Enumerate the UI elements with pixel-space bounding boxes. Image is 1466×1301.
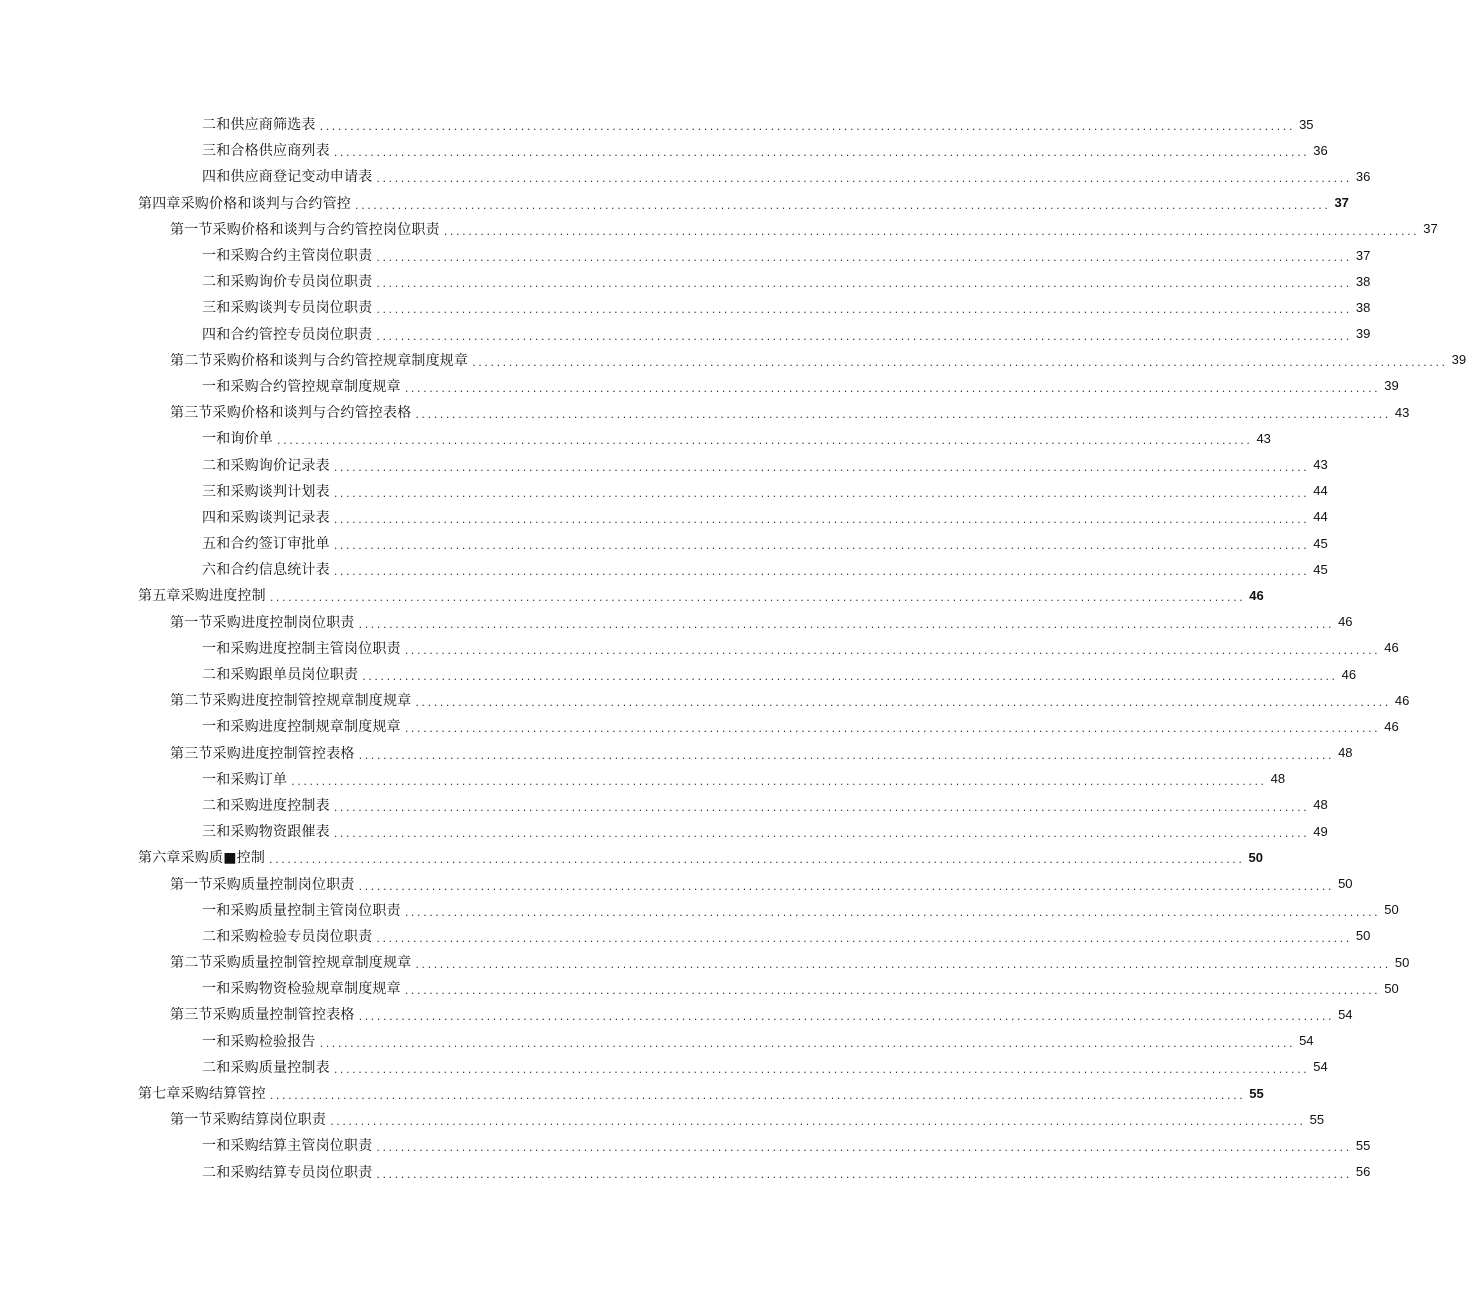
toc-dot-leader: ................................................................................................................................................................ [376,303,1352,317]
toc-page-number: 46 [1249,587,1264,603]
toc-dot-leader: ................................................................................................................................................................ [269,591,1246,605]
toc-entry-title: 二和采购进度控制表 [202,797,330,814]
toc-section-entry[interactable] [0,399,1410,425]
toc-dot-leader: ................................................................................................................................................................ [415,408,1391,422]
toc-subsection-entry[interactable] [0,478,1328,504]
toc-entry-title: 一和采购进度控制主管岗位职责 [202,640,401,657]
toc-subsection-entry[interactable] [0,321,1371,347]
toc-page-number: 37 [1423,221,1438,237]
toc-subsection-entry[interactable] [0,556,1328,582]
toc-entry-title: 第四章采购价格和谈判与合约管控 [138,195,351,212]
toc-subsection-entry[interactable] [0,975,1399,1001]
toc-dot-leader: ................................................................................................................................................................ [376,1141,1352,1155]
toc-dot-leader: ................................................................................................................................................................ [415,696,1391,710]
toc-page-number: 46 [1394,692,1410,708]
toc-subsection-entry[interactable] [0,530,1328,556]
toc-entry-title: 二和采购跟单员岗位职责 [202,667,359,684]
toc-entry-title: 第三节采购进度控制管控表格 [170,745,355,762]
toc-entry-title: 二和采购检验专员岗位职责 [202,928,373,945]
toc-dot-leader: ................................................................................................................................................................ [376,172,1352,186]
toc-dot-leader: ................................................................................................................................................................ [319,120,1296,134]
toc-page-number: 38 [1355,273,1371,289]
toc-entry-title: 第一节采购进度控制岗位职责 [170,614,355,631]
toc-section-entry[interactable] [0,609,1353,635]
toc-dot-leader: ................................................................................................................................................................ [376,329,1352,343]
toc-entry-title: 一和采购合约主管岗位职责 [202,248,373,265]
toc-page-number: 46 [1384,718,1399,734]
toc-dot-leader: ................................................................................................................................................................ [376,1167,1352,1181]
toc-subsection-entry[interactable] [0,294,1371,320]
toc-subsection-entry[interactable] [0,111,1314,137]
toc-subsection-entry[interactable] [0,818,1328,844]
toc-page-number: 46 [1338,614,1353,630]
toc-page-number: 35 [1299,116,1314,132]
toc-dot-leader: ................................................................................................................................................................ [358,1010,1335,1024]
toc-dot-leader: ................................................................................................................................................................ [404,381,1381,395]
toc-subsection-entry[interactable] [0,1028,1314,1054]
toc-page-number: 44 [1313,509,1328,525]
toc-dot-leader: ................................................................................................................................................................ [269,853,1245,867]
toc-dot-leader: ................................................................................................................................................................ [404,984,1381,998]
toc-entry-title: 第七章采购结算管控 [138,1086,266,1103]
toc-page-number: 39 [1451,352,1466,368]
toc-page-number: 54 [1299,1033,1314,1049]
toc-chapter-entry[interactable] [0,190,1349,216]
toc-dot-leader: ................................................................................................................................................................ [472,355,1448,369]
toc-subsection-entry[interactable] [0,897,1399,923]
toc-page-number: 48 [1338,745,1353,761]
toc-dot-leader: ................................................................................................................................................................ [404,905,1381,919]
toc-dot-leader: ................................................................................................................................................................ [376,931,1352,945]
toc-subsection-entry[interactable] [0,766,1286,792]
toc-section-entry[interactable] [0,216,1438,242]
toc-dot-leader: ................................................................................................................................................................ [358,617,1335,631]
toc-entry-title: 二和采购询价记录表 [202,457,330,474]
toc-page-number: 50 [1384,980,1399,996]
toc-page-number: 38 [1355,299,1371,315]
toc-page-number: 50 [1384,902,1399,918]
toc-page-number: 37 [1334,195,1349,211]
toc-entry-title: 第一节采购质量控制岗位职责 [170,876,355,893]
toc-chapter-entry[interactable] [0,844,1263,870]
toc-entry-title: 四和采购谈判记录表 [202,509,330,526]
toc-dot-leader: ................................................................................................................................................................ [362,670,1338,684]
toc-subsection-entry[interactable] [0,1132,1371,1158]
toc-page-number: 50 [1394,954,1410,970]
toc-page-number: 43 [1256,430,1271,446]
toc-page-number: 48 [1313,797,1328,813]
toc-entry-title: 四和供应商登记变动申请表 [202,169,373,186]
toc-dot-leader: ................................................................................................................................................................ [319,1036,1296,1050]
toc-dot-leader: ................................................................................................................................................................ [333,539,1310,553]
toc-subsection-entry[interactable] [0,425,1271,451]
toc-entry-title: 一和采购检验报告 [202,1033,316,1050]
toc-subsection-entry[interactable] [0,163,1371,189]
toc-entry-title: 一和询价单 [202,431,273,448]
toc-subsection-entry[interactable] [0,1054,1328,1080]
toc-chapter-entry[interactable] [0,1080,1264,1106]
toc-subsection-entry[interactable] [0,792,1328,818]
toc-entry-title: 一和采购结算主管岗位职责 [202,1138,373,1155]
toc-dot-leader: ................................................................................................................................................................ [415,958,1391,972]
toc-entry-title: 第二节采购价格和谈判与合约管控规章制度规章 [170,352,469,369]
toc-entry-title: 二和采购结算专员岗位职责 [202,1164,373,1181]
toc-page-number: 45 [1313,561,1328,577]
toc-dot-leader: ................................................................................................................................................................ [333,512,1310,526]
toc-entry-title: 第一节采购价格和谈判与合约管控岗位职责 [170,221,440,238]
toc-page-number: 50 [1338,876,1353,892]
toc-dot-leader: ................................................................................................................................................................ [376,251,1352,265]
toc-dot-leader: ................................................................................................................................................................ [358,879,1335,893]
toc-entry-title: 六和合约信息统计表 [202,562,330,579]
toc-subsection-entry[interactable] [0,504,1328,530]
toc-entry-title: 一和采购订单 [202,771,288,788]
toc-entry-title: 三和采购物资跟催表 [202,824,330,841]
toc-entry-title: 五和合约签订审批单 [202,536,330,553]
toc-entry-title: 第二节采购进度控制管控规章制度规章 [170,693,412,710]
toc-subsection-entry[interactable] [0,635,1399,661]
toc-entry-title: 三和采购谈判计划表 [202,483,330,500]
toc-entry-title: 一和采购质量控制主管岗位职责 [202,902,401,919]
toc-page-number: 43 [1313,457,1328,473]
toc-section-entry[interactable] [0,1001,1353,1027]
toc-page-number: 56 [1355,1164,1371,1180]
toc-entry-title: 一和采购合约管控规章制度规章 [202,378,401,395]
toc-dot-leader: ................................................................................................................................................................ [291,774,1267,788]
toc-subsection-entry[interactable] [0,268,1371,294]
toc-entry-title: 二和供应商筛选表 [202,117,316,134]
toc-subsection-entry[interactable] [0,137,1328,163]
toc-page-number: 45 [1313,535,1328,551]
toc-subsection-entry[interactable] [0,373,1399,399]
toc-section-entry[interactable] [0,949,1410,975]
toc-page-number: 36 [1355,168,1371,184]
toc-dot-leader: ................................................................................................................................................................ [333,565,1310,579]
toc-dot-leader: ................................................................................................................................................................ [330,1115,1306,1129]
toc-page-number: 54 [1313,1059,1328,1075]
toc-page-number: 50 [1248,849,1263,865]
toc-page-number: 49 [1313,823,1328,839]
toc-dot-leader: ................................................................................................................................................................ [333,460,1310,474]
toc-page-number: 37 [1355,247,1371,263]
toc-page-number: 55 [1309,1111,1325,1127]
toc-page-number: 54 [1338,1006,1353,1022]
toc-entry-title: 三和合格供应商列表 [202,143,330,160]
toc-page-number: 50 [1355,928,1371,944]
toc-dot-leader: ................................................................................................................................................................ [443,224,1420,238]
toc-dot-leader: ................................................................................................................................................................ [333,1062,1310,1076]
toc-entry-title: 一和采购进度控制规章制度规章 [202,719,401,736]
toc-section-entry[interactable] [0,347,1466,373]
toc-subsection-entry[interactable] [0,661,1357,687]
toc-subsection-entry[interactable] [0,242,1371,268]
toc-dot-leader: ................................................................................................................................................................ [333,827,1310,841]
toc-dot-leader: ................................................................................................................................................................ [277,434,1253,448]
toc-entry-title: 二和采购质量控制表 [202,1059,330,1076]
toc-entry-title: 第一节采购结算岗位职责 [170,1112,327,1129]
toc-dot-leader: ................................................................................................................................................................ [333,800,1310,814]
toc-page-number: 44 [1313,483,1328,499]
toc-page-number: 39 [1384,378,1399,394]
toc-section-entry[interactable] [0,687,1410,713]
toc-page-number: 55 [1355,1137,1371,1153]
toc-entry-title: 三和采购谈判专员岗位职责 [202,300,373,317]
toc-dot-leader: ................................................................................................................................................................ [404,722,1381,736]
toc-page-number: 48 [1270,771,1286,787]
toc-entry-title: 二和采购询价专员岗位职责 [202,274,373,291]
toc-page-number: 36 [1313,142,1328,158]
toc-entry-title: 四和合约管控专员岗位职责 [202,326,373,343]
toc-dot-leader: ................................................................................................................................................................ [355,198,1331,212]
toc-section-entry[interactable] [0,1106,1325,1132]
toc-entry-title: 第二节采购质量控制管控规章制度规章 [170,955,412,972]
toc-dot-leader: ................................................................................................................................................................ [404,643,1381,657]
table-of-contents [0,111,1466,1185]
toc-dot-leader: ................................................................................................................................................................ [358,748,1335,762]
toc-subsection-entry[interactable] [0,923,1371,949]
toc-dot-leader: ................................................................................................................................................................ [376,277,1352,291]
toc-page-number: 46 [1384,640,1399,656]
toc-subsection-entry[interactable] [0,451,1328,477]
toc-section-entry[interactable] [0,740,1353,766]
toc-dot-leader: ................................................................................................................................................................ [333,486,1310,500]
toc-subsection-entry[interactable] [0,713,1399,739]
toc-dot-leader: ................................................................................................................................................................ [333,146,1310,160]
toc-entry-title: 一和采购物资检验规章制度规章 [202,981,401,998]
toc-page-number: 39 [1355,326,1371,342]
toc-entry-title: 第五章采购进度控制 [138,588,266,605]
toc-dot-leader: ................................................................................................................................................................ [269,1089,1246,1103]
toc-entry-title: 第三节采购质量控制管控表格 [170,1007,355,1024]
toc-entry-title: 第三节采购价格和谈判与合约管控表格 [170,405,412,422]
toc-subsection-entry[interactable] [0,1159,1371,1185]
toc-page-number: 43 [1394,404,1410,420]
toc-page-number: 46 [1341,666,1357,682]
toc-chapter-entry[interactable] [0,582,1264,608]
toc-entry-title: 第六章采购质■控制 [138,850,266,867]
toc-section-entry[interactable] [0,870,1353,896]
toc-page-number: 55 [1249,1085,1264,1101]
